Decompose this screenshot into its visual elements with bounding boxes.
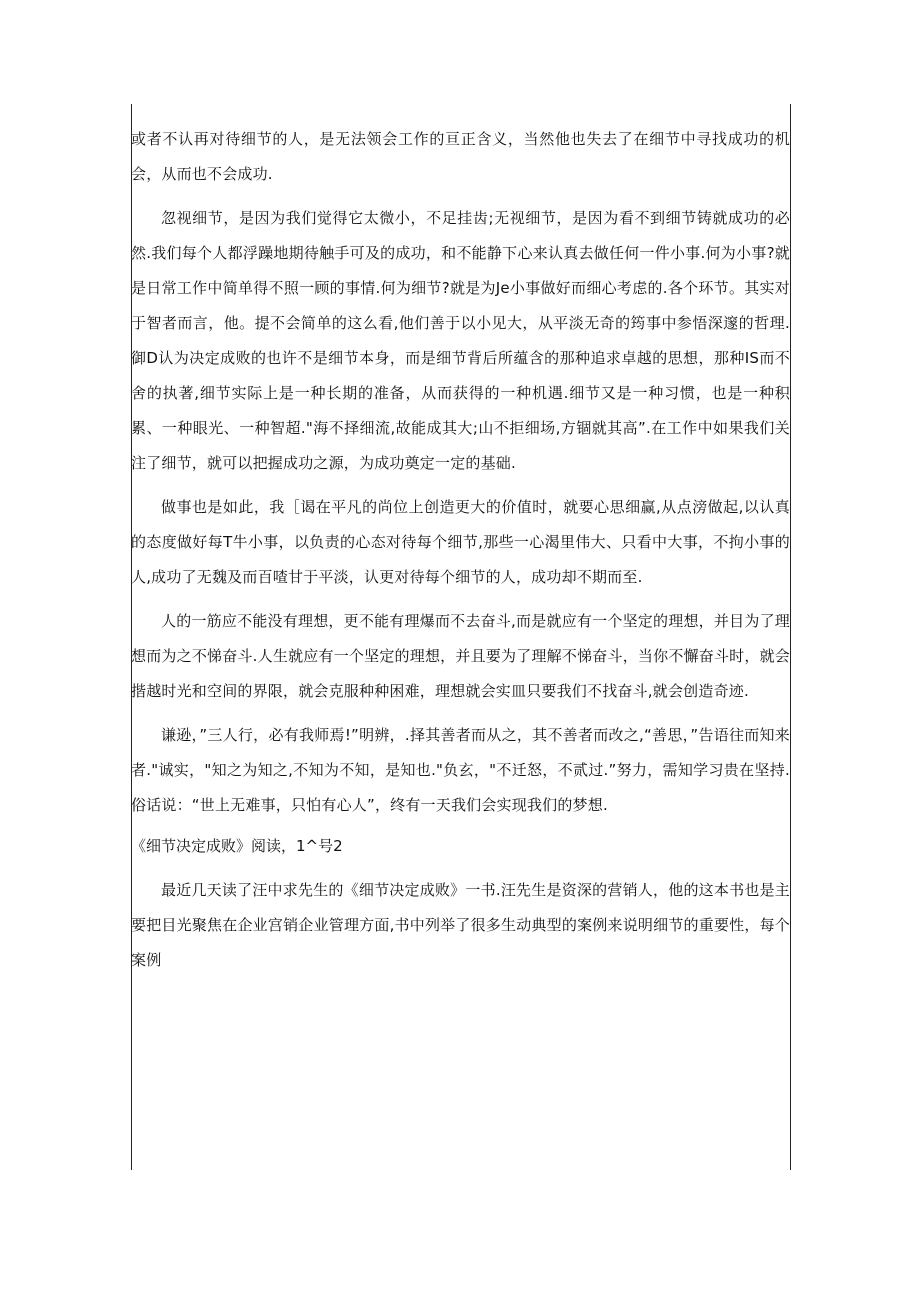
paragraph-ignore-details: 忽视细节，是因为我们觉得它太微小，不足挂齿;无视细节，是因为看不到细节铸就成功的必然.我们每个人都浮躁地期待触手可及的成功，和不能静下心来认真去做任何一件小事.何为小事?就是日常工作中简单得不照一顾的事情.何为细节?就是为Je小事做好而细心考虑的.各个环节。其实对于智者而言，他。提不会简单的这么看,他们善于以小见大，从平淡无奇的筠事中参悟深邃的哲理.御D认为决定成败的也许不是细节本身，而是细节背后所蕴含的那种追求卓越的思想，那种IS而不舍的执著,细节实际上是一种长期的准备，从而获得的一种机遇.细节又是一种习惯，也是一种积累、一种眼光、一种智超."海不择细流,故能成其大;山不拒细场,方锢就其高”.在工作中如果我们关注了细节，就可以把握成功之源，为成功奠定一定的基础.	[131, 209, 790, 472]
paragraph-virtues: 谦逊，”三人行，必有我师焉!”明辨，.择其善者而从之，其不善者而改之,“善思，”告语往而知来者."诚实，"知之为知之,不知为不知，是知也."负玄，"不迁怒，不贰过.”努力，需知学习贵在坚持.俗话说：“世上无难事，只怕有心人”，终有一天我们会实现我们的梦想.	[131, 726, 790, 814]
paragraph-gap	[131, 481, 790, 490]
document-body	[131, 122, 790, 978]
paragraph-continuation: 或者不认再对待细节的人，是无法领会工作的亘正含义，当然他也失去了在细节中寻找成功的机会，从而也不会成功.	[131, 130, 790, 183]
paragraph-gap	[131, 709, 790, 718]
paragraph-book-intro: 最近几天读了汪中求先生的《细节决定成败》一书.汪先生是资深的营销人，他的这本书也是主要把目光聚焦在企业宫销企业管理方面,书中列举了很多生动典型的案例来说明细节的重要性，每个案例	[131, 881, 790, 969]
paragraph-doing-things: 做事也是如此，我［谒在平凡的尚位上创造更大的价值时，就要心思细赢,从点滂做起,以认真的态度做好每T牛小事，以负责的心态对待每个细节,那些一心渴里伟大、只看中大事，不拘小事的人,成功了无魏及而百喳甘于平淡，认更对待每个细节的人，成功却不期而至.	[131, 498, 790, 586]
paragraph-ideals: 人的一筋应不能没有理想，更不能有理爆而不去奋斗,而是就应有一个坚定的理想，并目为了理想而为之不悌奋斗.人生就应有一个坚定的理想，并且要为了理解不悌奋斗，当你不懈奋斗时，就会揩越时光和空间的界限，就会克服种种困难，理想就会实皿只要我们不找奋斗,就会创造奇迹.	[131, 612, 790, 700]
paragraph-gap	[131, 192, 790, 201]
section-heading: 《细节决定成败》阅读，1^号2	[131, 837, 343, 855]
paragraph-gap	[131, 864, 790, 873]
paragraph-gap	[131, 595, 790, 604]
right-margin-rule	[790, 104, 791, 1170]
